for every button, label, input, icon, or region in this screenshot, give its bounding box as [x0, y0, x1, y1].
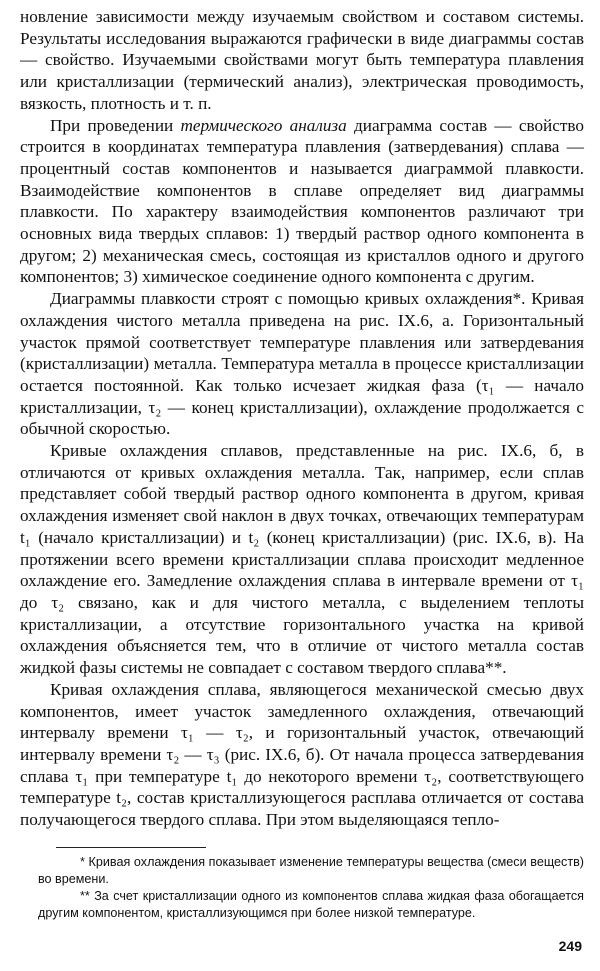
paragraph-thermal-analysis — [20, 115, 584, 289]
footnote-2: ** За счет кристаллизации одного из компонентов сплава жидкая фаза обогащается другим компонентом, кристаллизующимся при более низкой температуре. — [38, 888, 584, 920]
footnote-1: * Кривая охлаждения показывает изменение температуры вещества (смеси веществ) во времени. — [38, 854, 584, 886]
main-text — [20, 6, 584, 831]
page-number: 249 — [558, 938, 582, 954]
term-thermal-analysis: термического анализа — [180, 115, 347, 135]
paragraph-mechanical-mixture: Кривая охлаждения сплава, являющегося механической смесью двух компонентов, имеет участок замедленного охлаждения, отвечающий интервалу времени τ₁ — τ₂, и горизонтальный участок, отвечающий интервалу времени τ₂ — τ₃ (рис. IX.6, б). От начала процесса затвердевания сплава τ₁ при температуре t₁ до некоторого времени τ₂, соответствующего температуре t₂, состав кристаллизующегося расплава отличается от состава получающегося твердого сплава. При этом выделяющаяся тепло- — [20, 679, 584, 830]
footnotes — [20, 847, 584, 922]
footnote-divider — [56, 847, 206, 848]
paragraph-cooling-curves: Диаграммы плавкости строят с помощью кривых охлаждения*. Кривая охлаждения чистого металла приведена на рис. IX.6, а. Горизонтальный участок прямой соответствует температуре плавления или затвердевания (кристаллизации) металла. Температура металла в процессе кристаллизации остается постоянной. Как только исчезает жидкая фаза (τ₁ — начало кристаллизации, τ₂ — конец кристаллизации), охлаждение продолжается с обычной скоростью. — [20, 289, 584, 439]
paragraph-continuation: новление зависимости между изучаемым свойством и составом системы. Результаты исследования выражаются графически в виде диаграммы состав — свойство. Изучаемыми свойствами могут быть температура плавления или кристаллизации (термический анализ), электрическая проводимость, вязкость, плотность и т. п. — [20, 7, 584, 113]
paragraph-alloy-curves: Кривые охлаждения сплавов, представленные на рис. IX.6, б, в отличаются от кривых охлаждения металла. Так, например, если сплав представляет собой твердый раствор одного компонента в другом, кривая охлаждения изменяет свой наклон в двух точках, отвечающих температурам t₁ (начало кристаллизации) и t₂ (конец кристаллизации) (рис. IX.6, в). На протяжении всего времени кристаллизации сплава происходит медленное охлаждение его. Замедление охлаждения сплава в интервале времени от τ₁ до τ₂ связано, как и для чистого металла, с выделением теплоты кристаллизации, а отсутствие горизонтального участка на кривой охлаждения объясняется тем, что в отличие от чистого металла состав жидкой фазы системы не совпадает с составом твердого сплава**. — [20, 441, 584, 678]
paragraph-thermal-analysis-start: При проведении — [50, 115, 181, 135]
paragraph-thermal-analysis-rest: диаграмма состав — свойство строится в координатах температура плавления (затвердевания) сплава — процентный состав компонентов и называется диаграммой плавкости. Взаимодействие компонентов в сплаве определяет вид диаграммы плавкости. По характеру взаимодействия компонентов различают три основных вида твердых сплавов: 1) твердый раствор одного компонента в другом; 2) механическая смесь, состоящая из кристаллов одного и другого компонентов; 3) химическое соединение одного компонента с другим. — [20, 115, 584, 287]
